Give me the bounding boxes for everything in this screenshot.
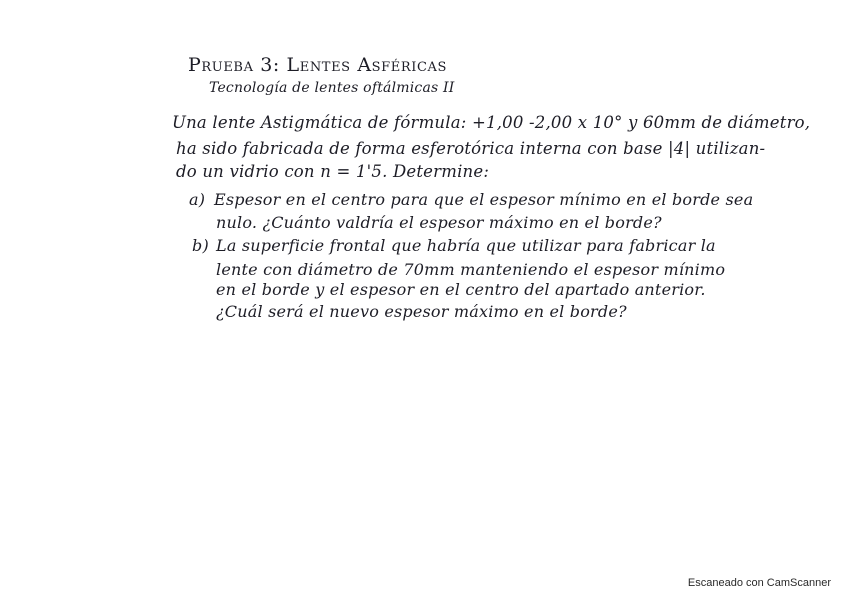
item-b-line: lente con diámetro de 70mm manteniendo el espesor mínimo [216, 260, 726, 279]
item-label-a: a) [189, 190, 206, 209]
course-subtitle: Tecnología de lentes oftálmicas II [209, 80, 455, 96]
item-a-line: nulo. ¿Cuánto valdría el espesor máximo en el borde? [216, 213, 662, 232]
problem-line: do un vidrio con n = 1'5. Determine: [176, 162, 490, 181]
item-b-line: ¿Cuál será el nuevo espesor máximo en el borde? [216, 302, 627, 321]
problem-line: ha sido fabricada de forma esferotórica interna con base |4| utilizan- [176, 139, 766, 158]
scanner-watermark: Escaneado con CamScanner [687, 577, 831, 589]
problem-line: Una lente Astigmática de fórmula: +1,00 -2,00 x 10° y 60mm de diámetro, [172, 113, 811, 132]
item-a-line: Espesor en el centro para que el espesor mínimo en el borde sea [214, 190, 754, 209]
item-b-line: La superficie frontal que habría que utilizar para fabricar la [216, 236, 716, 255]
item-label-b: b) [192, 236, 209, 255]
item-b-line: en el borde y el espesor en el centro del apartado anterior. [216, 280, 706, 299]
exam-title: Prueba 3: Lentes Asféricas [188, 54, 448, 76]
